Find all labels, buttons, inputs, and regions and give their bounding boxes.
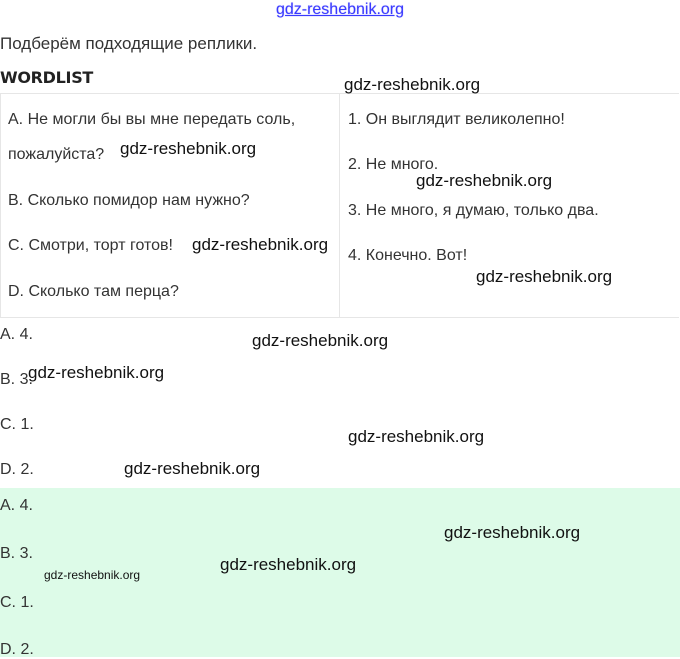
reply-2: 2. Не много. xyxy=(348,156,439,173)
highlighted-answer-d: D. 2. xyxy=(0,641,34,658)
watermark: gdz-reshebnik.org xyxy=(28,363,165,382)
site-link[interactable]: gdz-reshebnik.org xyxy=(275,1,405,18)
watermark: gdz-reshebnik.org xyxy=(476,267,613,286)
highlighted-answer-c: C. 1. xyxy=(0,594,34,611)
phrase-a-line2: пожалуйста? xyxy=(8,146,105,163)
phrase-a-line1: A. Не могли бы вы мне передать соль, xyxy=(8,111,296,128)
intro-text: Подберём подходящие реплики. xyxy=(0,34,258,53)
watermark: gdz-reshebnik.org xyxy=(44,568,141,582)
reply-1: 1. Он выглядит великолепно! xyxy=(348,111,565,128)
phrase-c: C. Смотри, торт готов! xyxy=(8,237,173,254)
watermark: gdz-reshebnik.org xyxy=(220,555,357,574)
phrase-d: D. Сколько там перца? xyxy=(8,283,179,300)
watermark: gdz-reshebnik.org xyxy=(120,139,257,158)
watermark: gdz-reshebnik.org xyxy=(124,459,261,478)
column-divider xyxy=(339,93,340,318)
highlighted-answer-a: A. 4. xyxy=(0,497,33,514)
reply-3: 3. Не много, я думаю, только два. xyxy=(348,202,599,219)
watermark: gdz-reshebnik.org xyxy=(416,171,553,190)
watermark: gdz-reshebnik.org xyxy=(348,427,485,446)
answer-d: D. 2. xyxy=(0,461,34,478)
answer-a: A. 4. xyxy=(0,326,33,343)
phrase-b: B. Сколько помидор нам нужно? xyxy=(8,192,250,209)
watermark: gdz-reshebnik.org xyxy=(192,235,329,254)
watermark: gdz-reshebnik.org xyxy=(344,75,481,94)
wordlist-title: WORDLIST xyxy=(0,68,94,87)
answer-c: C. 1. xyxy=(0,416,34,433)
watermark: gdz-reshebnik.org xyxy=(252,331,389,350)
highlighted-answer-b: B. 3. xyxy=(0,545,33,562)
answer-b: B. 3. xyxy=(0,371,33,388)
reply-4: 4. Конечно. Вот! xyxy=(348,247,468,264)
watermark: gdz-reshebnik.org xyxy=(444,523,581,542)
